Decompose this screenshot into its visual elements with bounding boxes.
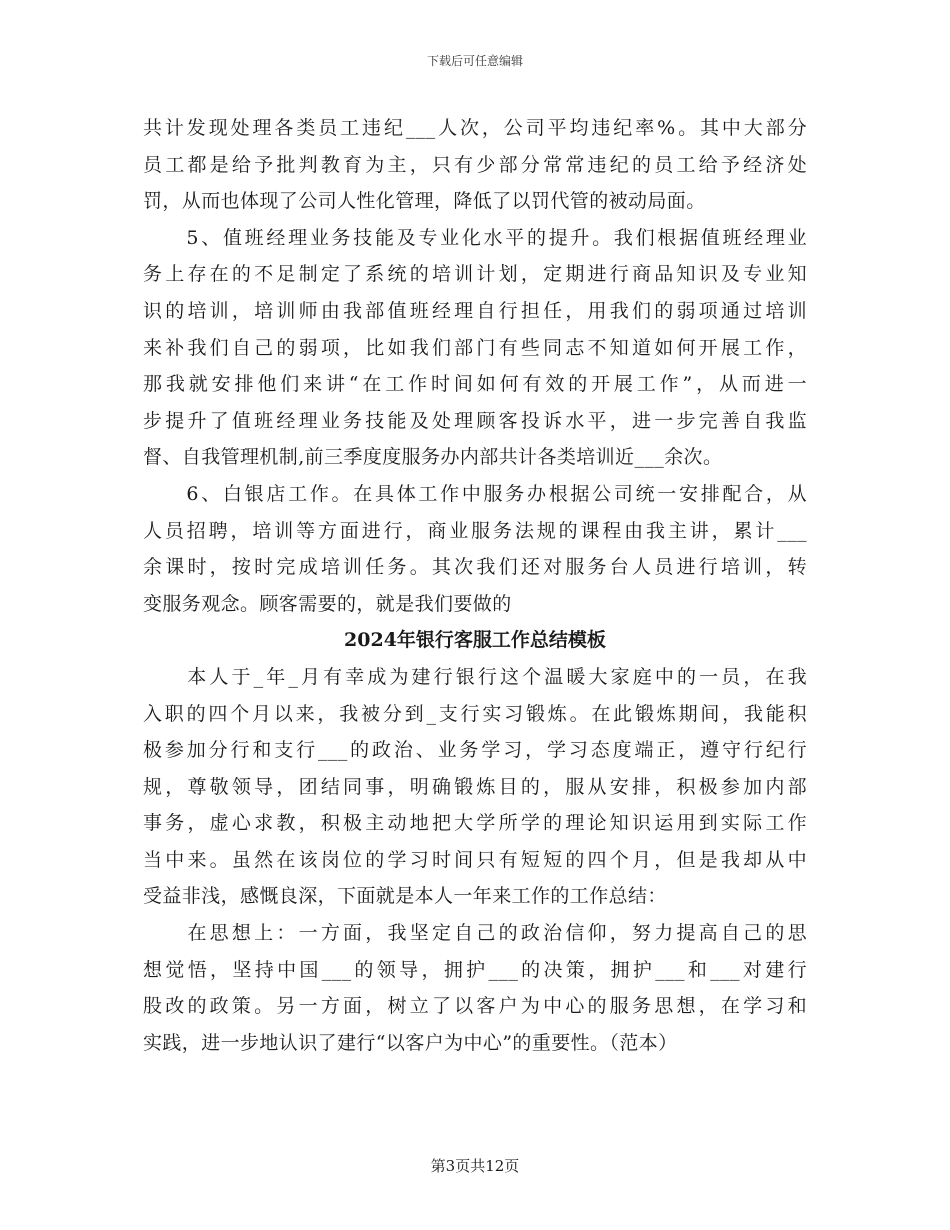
paragraph-line: 极参加分行和支行___的政治、业务学习，学习态度端正，遵守行纪行 [143, 739, 807, 762]
paragraph-line: 想觉悟，坚持中国___的领导，拥护___的决策，拥护___和___对建行 [143, 958, 807, 981]
paragraph-line: 务上存在的不足制定了系统的培训计划，定期进行商品知识及专业知 [143, 263, 807, 286]
paragraph-line: 余课时，按时完成培训任务。其次我们还对服务台人员进行培训，转 [143, 556, 807, 579]
paragraph-line: 那我就安排他们来讲“在工作时间如何有效的开展工作”，从而进一 [143, 373, 807, 396]
paragraph-line: 督、自我管理机制,前三季度度服务办内部共计各类培训近___余次。 [143, 446, 723, 469]
paragraph-line: 共计发现处理各类员工违纪___人次，公司平均违纪率%。其中大部分 [143, 117, 807, 139]
document-body [143, 110, 807, 1061]
paragraph-line: 罚，从而也体现了公司人性化管理，降低了以罚代管的被动局面。 [143, 190, 706, 213]
paragraph-line: 本人于_年_月有幸成为建行银行这个温暖大家庭中的一员，在我 [143, 665, 807, 688]
paragraph-line: 人员招聘，培训等方面进行，商业服务法规的课程由我主讲，累计___ [143, 519, 807, 542]
paragraph-line: 受益非浅，感慨良深，下面就是本人一年来工作的工作总结： [143, 885, 667, 908]
page-number: 第3页共12页 [430, 1157, 520, 1175]
paragraph-line: 入职的四个月以来，我被分到_支行实习锻炼。在此锻炼期间，我能积 [143, 702, 807, 725]
paragraph-line: 事务，虚心求教，积极主动地把大学所学的理论知识运用到实际工作 [143, 812, 807, 835]
paragraph-line: 规，尊敬领导，团结同事，明确锻炼目的，服从安排，积极参加内部 [143, 775, 807, 798]
paragraph-line: 在思想上：一方面，我坚定自己的政治信仰，努力提高自己的思 [143, 922, 807, 945]
paragraph-line: 来补我们自己的弱项，比如我们部门有些同志不知道如何开展工作， [143, 336, 807, 359]
page-header: 下载后可任意编辑 [426, 54, 523, 68]
paragraph-line: 员工都是给予批判教育为主，只有少部分常常违纪的员工给予经济处 [143, 153, 807, 176]
paragraph-line: 5、值班经理业务技能及专业化水平的提升。我们根据值班经理业 [143, 226, 807, 249]
section-title: 2024年银行客服工作总结模板 [344, 629, 606, 652]
paragraph-line: 当中来。虽然在该岗位的学习时间只有短短的四个月，但是我却从中 [143, 848, 807, 871]
paragraph-line: 步提升了值班经理业务技能及处理顾客投诉水平，进一步完善自我监 [143, 409, 807, 432]
paragraph-line: 6、白银店工作。在具体工作中服务办根据公司统一安排配合，从 [143, 482, 807, 505]
paragraph-line: 股改的政策。另一方面，树立了以客户为中心的服务思想，在学习和 [143, 995, 807, 1018]
paragraph-line: 实践，进一步地认识了建行“以客户为中心”的重要性。（范本） [143, 1031, 678, 1054]
paragraph-line: 变服务观念。顾客需要的，就是我们要做的 [143, 592, 512, 615]
paragraph-line: 识的培训，培训师由我部值班经理自行担任，用我们的弱项通过培训 [143, 299, 807, 322]
